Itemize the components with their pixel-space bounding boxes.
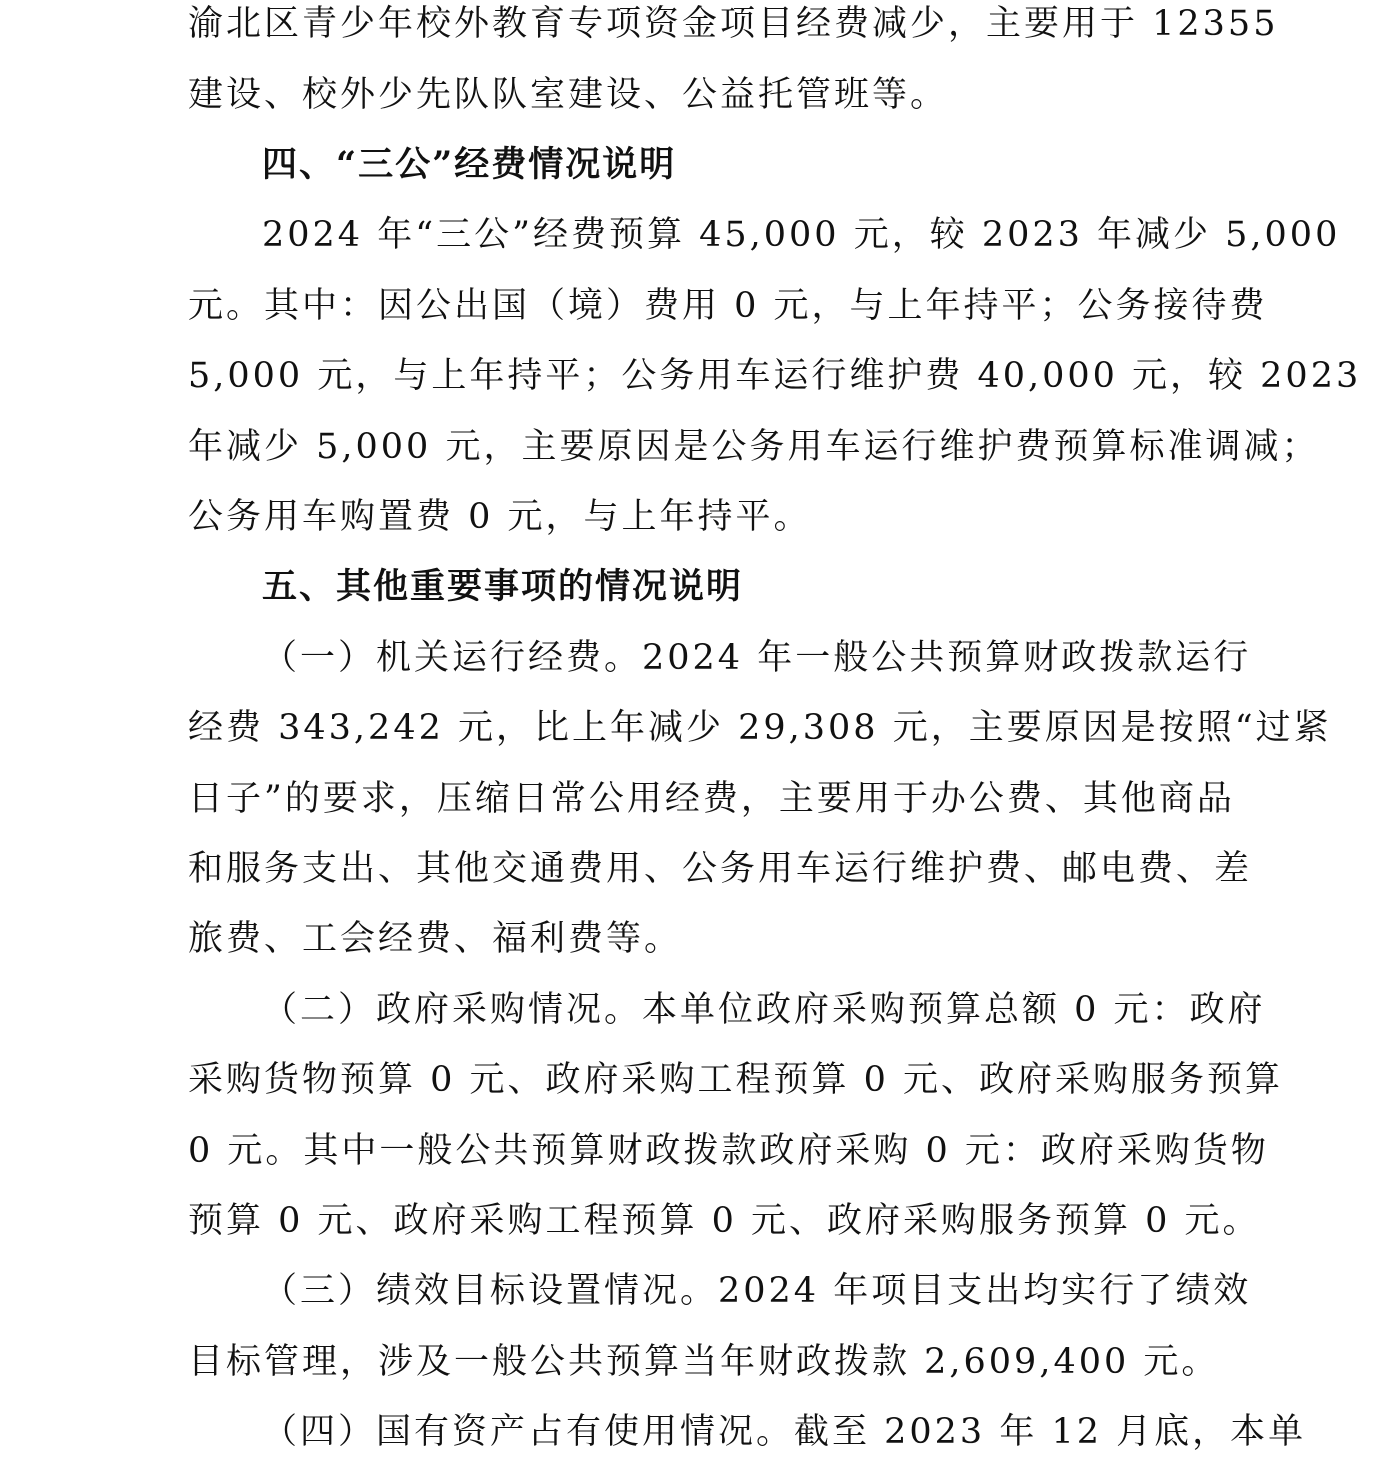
section-heading-five: 五、其他重要事项的情况说明 — [262, 566, 744, 607]
text-line-1: 渝北区青少年校外教育专项资金项目经费减少，主要用于 12355 — [188, 4, 1279, 44]
text-line-8: 公务用车购置费 0 元，与上年持平。 — [188, 497, 812, 537]
text-line-16: 采购货物预算 0 元、政府采购工程预算 0 元、政府采购服务预算 — [188, 1060, 1284, 1100]
text-line-20: 目标管理，涉及一般公共预算当年财政拨款 2,609,400 元。 — [188, 1342, 1220, 1382]
text-line-6: 5,000 元，与上年持平；公务用车运行维护费 40,000 元，较 2023 — [188, 356, 1362, 396]
section-heading-four: 四、“三公”经费情况说明 — [262, 144, 677, 185]
text-line-2: 建设、校外少先队队室建设、公益托管班等。 — [188, 75, 949, 115]
text-line-15: （二）政府采购情况。本单位政府采购预算总额 0 元：政府 — [262, 990, 1266, 1030]
text-line-10: （一）机关运行经费。2024 年一般公共预算财政拨款运行 — [262, 638, 1252, 678]
text-line-11: 经费 343,242 元，比上年减少 29,308 元，主要原因是按照“过紧 — [188, 708, 1332, 748]
text-line-12: 日子”的要求，压缩日常公用经费，主要用于办公费、其他商品 — [188, 779, 1235, 819]
text-line-17: 0 元。其中一般公共预算财政拨款政府采购 0 元：政府采购货物 — [188, 1131, 1269, 1171]
text-line-5: 元。其中：因公出国（境）费用 0 元，与上年持平；公务接待费 — [188, 286, 1268, 326]
text-line-7: 年减少 5,000 元，主要原因是公务用车运行维护费预算标准调减； — [188, 427, 1320, 467]
text-line-4: 2024 年“三公”经费预算 45,000 元，较 2023 年减少 5,000 — [262, 215, 1341, 255]
text-line-14: 旅费、工会经费、福利费等。 — [188, 919, 683, 959]
text-line-21: （四）国有资产占有使用情况。截至 2023 年 12 月底，本单 — [262, 1412, 1307, 1452]
text-line-18: 预算 0 元、政府采购工程预算 0 元、政府采购服务预算 0 元。 — [188, 1201, 1261, 1241]
text-line-19: （三）绩效目标设置情况。2024 年项目支出均实行了绩效 — [262, 1271, 1252, 1311]
text-line-13: 和服务支出、其他交通费用、公务用车运行维护费、邮电费、差 — [188, 849, 1253, 889]
